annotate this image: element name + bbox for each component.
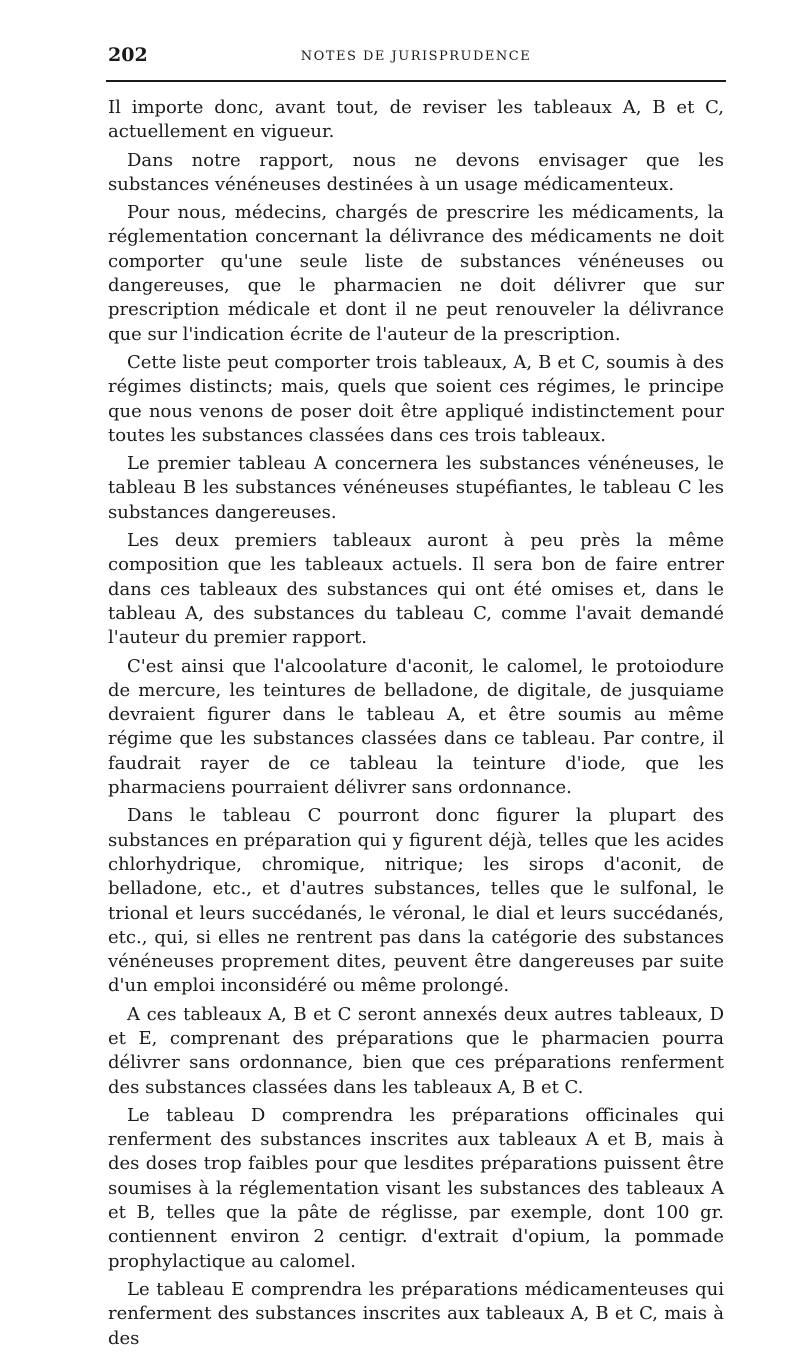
paragraph: Les deux premiers tableaux auront à peu près la même composition que les tableaux actuels. Il sera bon de faire entrer dans ces tableaux des substances qui ont été omises et, dans le tableau A, des substances du tableau C, comme l'avait demandé l'auteur du premier rapport.: [108, 530, 724, 649]
paragraph: Le premier tableau A concernera les substances vénéneuses, le tableau B les substances vénéneuses stupéfiantes, le tableau C les substances dangereuses.: [108, 453, 724, 523]
paragraph: Le tableau D comprendra les préparations officinales qui renferment des substances inscrites aux tableaux A et B, mais à des doses trop faibles pour que lesdites préparations puissent être soumises à la réglementation visant les substances des tableaux A et B, telles que la pâte de réglisse, par exemple, dont 100 gr. contiennent environ 2 centigr. d'extrait d'opium, la pommade prophylactique au calomel.: [108, 1104, 724, 1272]
paragraph: Pour nous, médecins, chargés de prescrire les médicaments, la réglementation concernant la délivrance des médicaments ne doit comporter qu'une seule liste de substances vénéneuses ou dangereuses, que le pharmacien ne doit délivrer que sur prescription médicale et dont il ne peut renouveler la délivrance que sur l'indication écrite de l'auteur de la prescription.: [108, 202, 724, 345]
body-text: [108, 96, 724, 1355]
page-number: 202: [108, 44, 148, 66]
paragraph: C'est ainsi que l'alcoolature d'aconit, le calomel, le protoiodure de mercure, les teintures de belladone, de digitale, de jusquiame devraient figurer dans le tableau A, et être soumis au même régime que les substances classées dans ce tableau. Par contre, il faudrait rayer de ce tableau la teinture d'iode, que les pharmaciens pourraient délivrer sans ordonnance.: [108, 655, 724, 799]
running-title: NOTES DE JURISPRUDENCE: [300, 49, 532, 64]
paragraph: Dans le tableau C pourront donc figurer la plupart des substances en préparation qui y figurent déjà, telles que les acides chlorhydrique, chromique, nitrique; les sirops d'aconit, de belladone, etc., et d'autres substances, telles que le sulfonal, le trional et leurs succédanés, le véronal, le dial et leurs succédanés, etc., qui, si elles ne rentrent pas dans la catégorie des substances vénéneuses proprement dites, peuvent être dangereuses par suite d'un emploi inconsidéré ou même prolongé.: [108, 805, 724, 997]
header-rule: [106, 80, 726, 82]
page-header: [108, 44, 724, 74]
paragraph: Le tableau E comprendra les préparations médicamenteuses qui renferment des substances inscrites aux tableaux A, B et C, mais à des: [108, 1278, 724, 1349]
paragraph: Il importe donc, avant tout, de reviser les tableaux A, B et C, actuellement en vigueur.: [108, 97, 724, 143]
paragraph: A ces tableaux A, B et C seront annexés deux autres tableaux, D et E, comprenant des préparations que le pharmacien pourra délivrer sans ordonnance, bien que ces préparations renferment des substances classées dans les tableaux A, B et C.: [108, 1003, 724, 1098]
paragraph: Dans notre rapport, nous ne devons envisager que les substances vénéneuses destinées à un usage médicamenteux.: [108, 149, 724, 195]
paragraph: Cette liste peut comporter trois tableaux, A, B et C, soumis à des régimes distincts; mais, quels que soient ces régimes, le principe que nous venons de poser doit être appliqué indistinctement pour toutes les substances classées dans ces trois tableaux.: [108, 351, 724, 446]
